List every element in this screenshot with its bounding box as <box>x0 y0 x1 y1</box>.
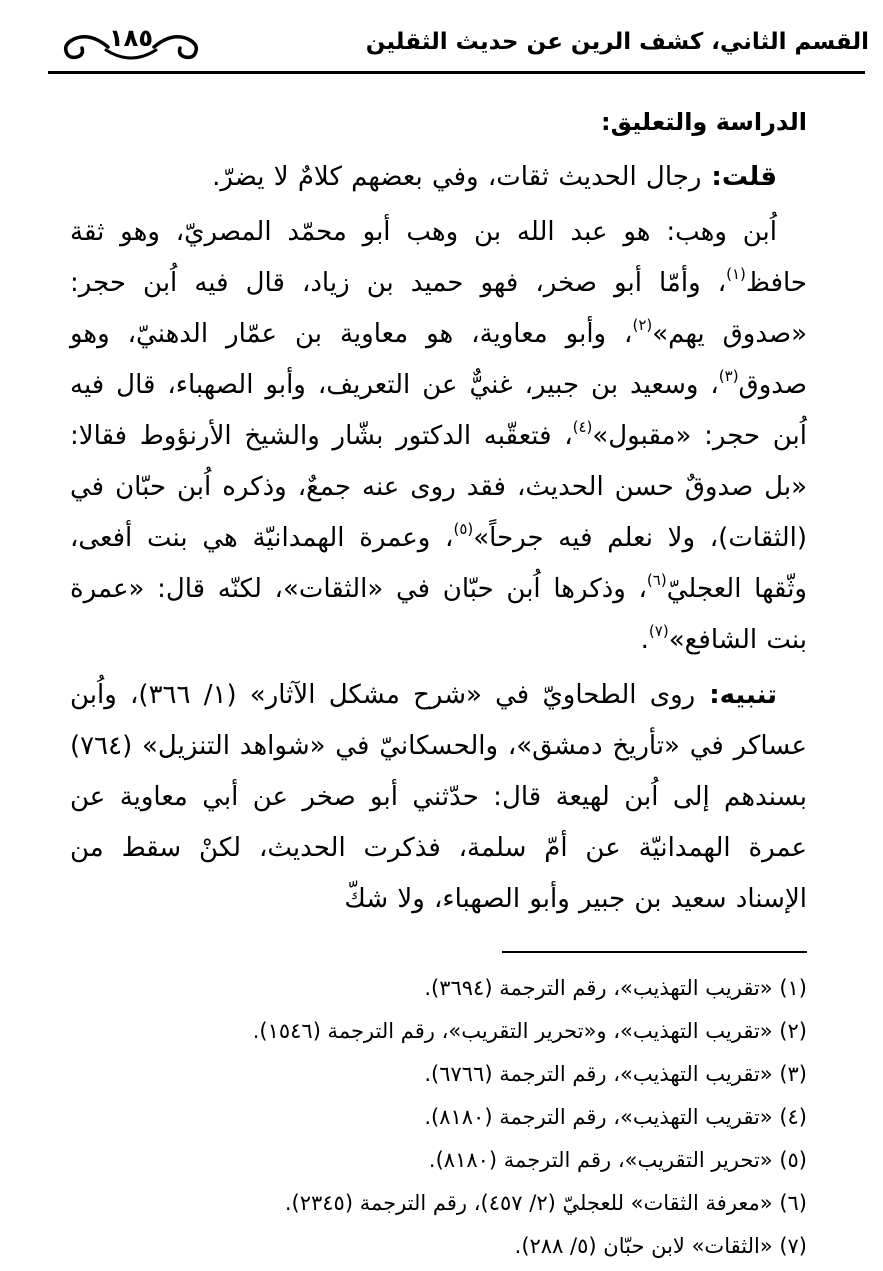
ornament-swirl-right <box>154 37 196 58</box>
section-heading: الدراسة والتعليق: <box>601 108 807 136</box>
paragraph-qultu <box>70 152 807 203</box>
footnote-item-6: (٦) «معرفة الثقات» للعجليّ (٢/ ٤٥٧)، رقم الترجمة (٢٣٤٥). <box>284 1191 807 1215</box>
paragraph-tanbih <box>70 670 807 925</box>
text-run: اُبن وهب: هو عبد الله بن وهب أبو محمّد المصريّ، وهو ثقة حافظ <box>70 217 807 298</box>
text-run: ، وذكرها اُبن حبّان في «الثقات»، لكنّه قال: «عمرة بنت الشافع» <box>70 574 807 655</box>
page-header <box>0 0 883 68</box>
footnote-ref: (٣) <box>718 367 739 386</box>
footnote-ref: (٤) <box>572 418 593 437</box>
page-body <box>70 108 807 925</box>
footnote-item-5: (٥) «تحرير التقريب»، رقم الترجمة (٨١٨٠). <box>428 1148 807 1172</box>
text-run: قلت: <box>701 162 777 192</box>
footnote-ref: (٧) <box>648 622 669 641</box>
footnote-separator <box>502 951 807 953</box>
footnote-item-3: (٣) «تقريب التهذيب»، رقم الترجمة (٦٧٦٦). <box>424 1062 807 1086</box>
footnote-ref: (٥) <box>453 520 474 539</box>
footnote-ref: (٢) <box>632 316 653 335</box>
footnote-item-7: (٧) «الثقات» لابن حبّان (٥/ ٢٨٨). <box>514 1234 807 1258</box>
paragraph-narrators <box>70 207 807 666</box>
text-run: رجال الحديث ثقات، وفي بعضهم كلامٌ لا يضرّ. <box>212 162 702 192</box>
footnote-item-2: (٢) «تقريب التهذيب»، و«تحرير التقريب»، رقم الترجمة (١٥٤٦). <box>252 1019 807 1043</box>
text-run: ، وأمّا أبو صخر، فهو حميد بن زياد، قال فيه اُبن حجر: «صدوق يهم» <box>70 268 807 349</box>
footnote-item-1: (١) «تقريب التهذيب»، رقم الترجمة (٣٦٩٤). <box>424 976 807 1000</box>
running-title: القسم الثاني، كشف الرين عن حديث الثقلين <box>365 29 869 55</box>
ornament-svg <box>56 20 206 64</box>
text-run: ، وعمرة الهمدانيّة هي بنت أفعى، وثّقها العجليّ <box>70 523 807 604</box>
text-run: . <box>640 625 649 655</box>
header-rule <box>48 71 865 74</box>
footnote-ref: (١) <box>726 265 746 284</box>
page-number: ١٨٥ <box>109 24 153 52</box>
footnote-ref: (٦) <box>646 571 667 590</box>
text-run: ، وسعيد بن جبير، غنيٌّ عن التعريف، وأبو الصهباء، قال فيه اُبن حجر: «مقبول» <box>70 370 807 451</box>
text-run: تنبيه: <box>695 680 778 710</box>
footnote-item-4: (٤) «تقريب التهذيب»، رقم الترجمة (٨١٨٠). <box>424 1105 807 1129</box>
page-number-ornament <box>56 20 206 64</box>
text-run: ، فتعقّبه الدكتور بشّار والشيخ الأرنؤوط فقالا: «بل صدوقٌ حسن الحديث، فقد روى عنه جمعٌ، وذكره اُبن حبّان في (الثقات)، ولا نعلم فيه جرحاً» <box>70 421 808 553</box>
text-run: روى الطحاويّ في «شرح مشكل الآثار» (١/ ٣٦٦)، واُبن عساكر في «تأريخ دمشق»، والحسكانيّ في «شواهد التنزيل» (٧٦٤) بسندهم إلى اُبن لهيعة قال: حدّثني أبو صخر عن أبي معاوية عن عمرة الهمدانيّة عن أمّ سلمة، فذكرت الحديث، لكنْ سقط من الإسناد سعيد بن جبير وأبو الصهباء، ولا شكّ <box>70 680 807 914</box>
text-run: ، وأبو معاوية، هو معاوية بن عمّار الدهنيّ، وهو صدوق <box>70 319 807 400</box>
footnotes-section <box>70 951 807 1268</box>
ornament-swirl-left <box>66 37 108 58</box>
